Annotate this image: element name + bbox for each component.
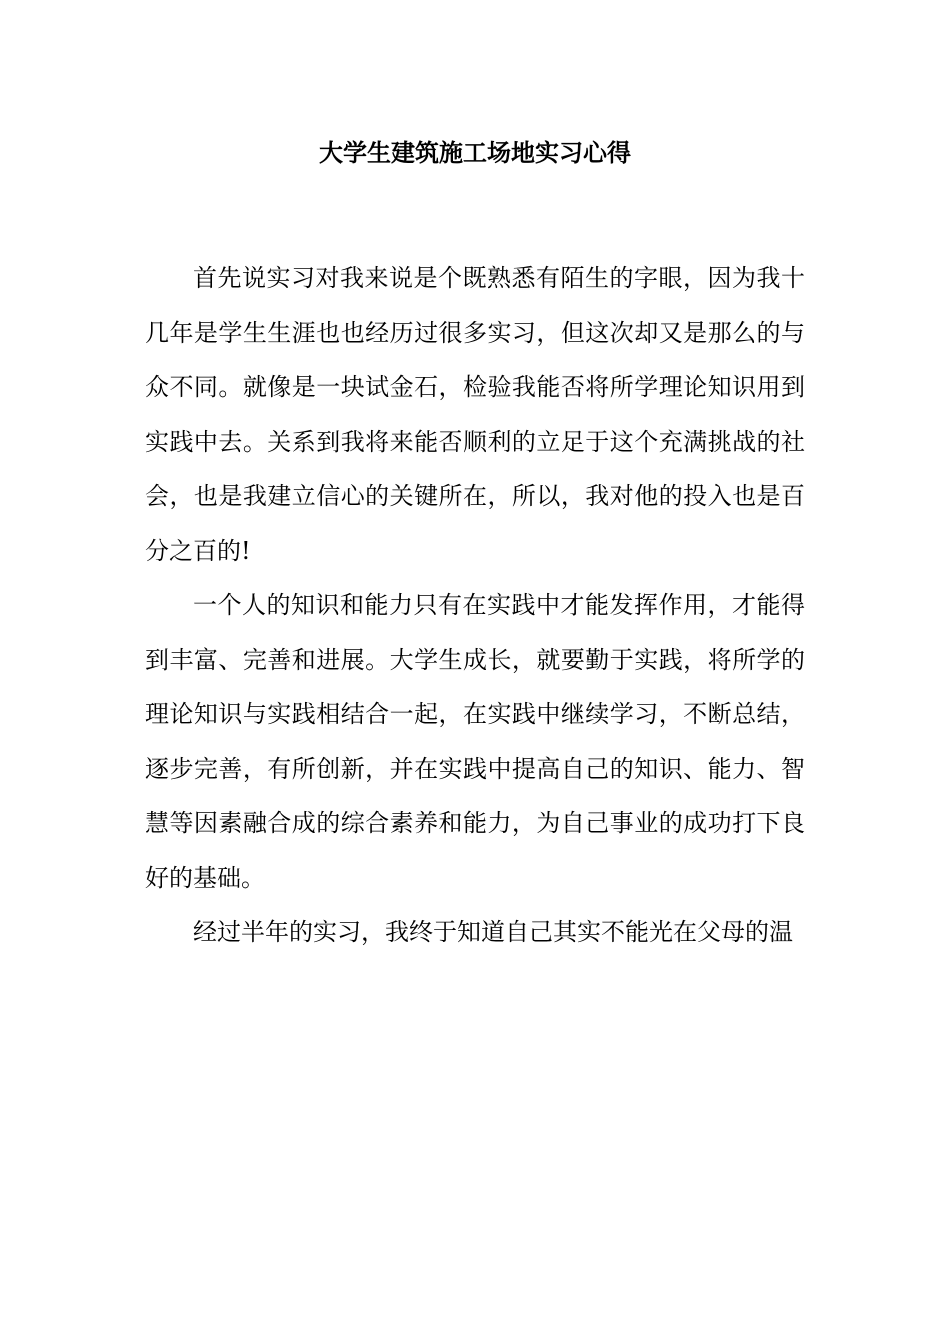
paragraph-1: 首先说实习对我来说是个既熟悉有陌生的字眼，因为我十几年是学生生涯也也经历过很多实习，但这次却又是那么的与众不同。就像是一块试金石，检验我能否将所学理论知识用到实践中去。关系到我将来能否顺利的立足于这个充满挑战的社会，也是我建立信心的关键所在，所以，我对他的投入也是百分之百的! [145, 264, 805, 565]
paragraph-2: 一个人的知识和能力只有在实践中才能发挥作用，才能得到丰富、完善和进展。大学生成长，就要勤于实践，将所学的理论知识与实践相结合一起，在实践中继续学习，不断总结，逐步完善，有所创新，并在实践中提高自己的知识、能力、智慧等因素融合成的综合素养和能力，为自己事业的成功打下良好的基础。 [145, 591, 805, 892]
paragraph-3: 经过半年的实习，我终于知道自己其实不能光在父母的温 [193, 918, 793, 946]
document-body [145, 251, 805, 960]
document-title: 大学生建筑施工场地实习心得 [319, 138, 631, 167]
